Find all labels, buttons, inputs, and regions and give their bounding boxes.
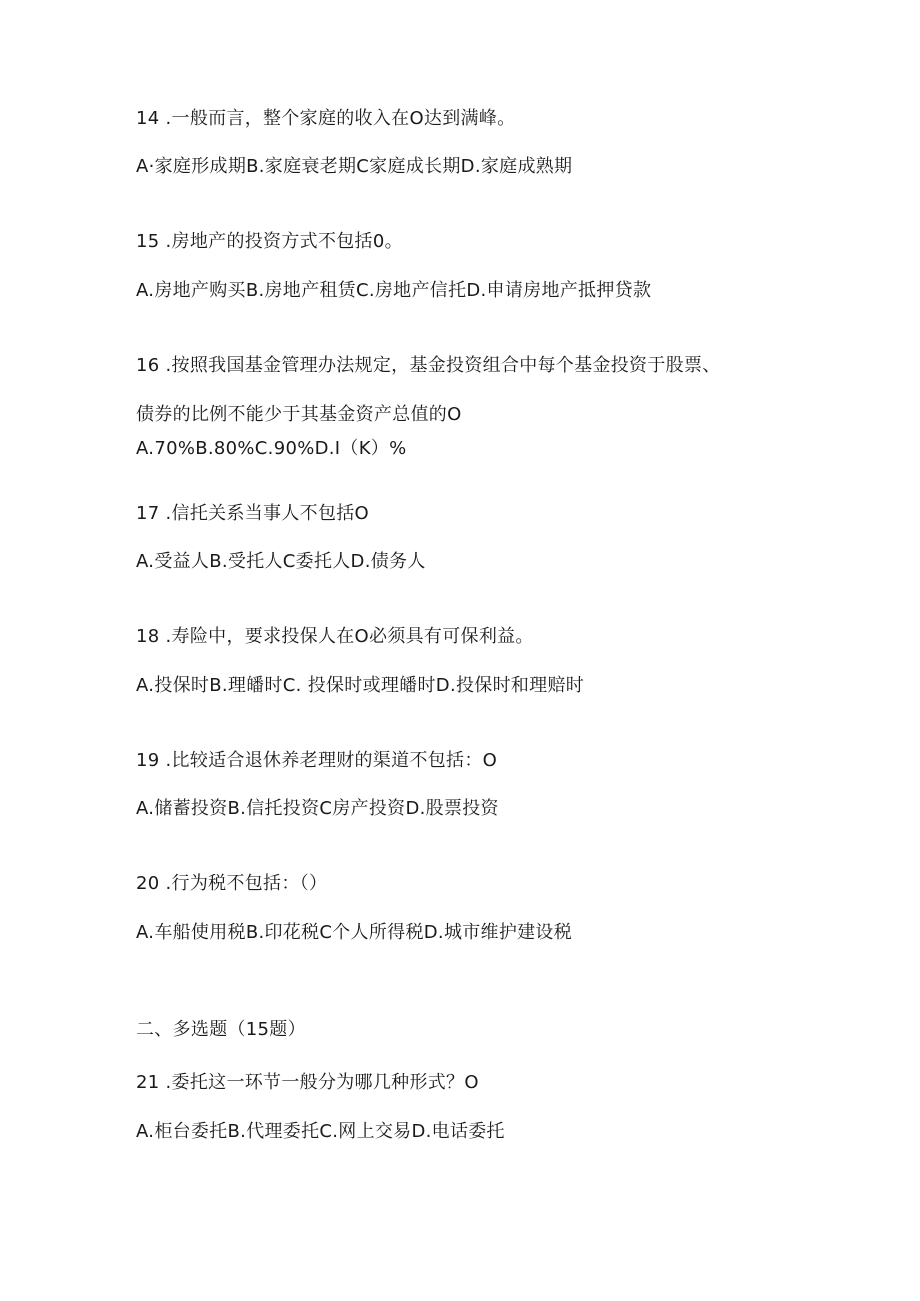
question-16-stem-line-1: 16 .按照我国基金管理办法规定，基金投资组合中每个基金投资于股票、 (136, 355, 721, 376)
question-16-options: A.70%B.80%C.90%D.I（K）% (136, 438, 407, 459)
question-20-stem: 20 .行为税不包括：（） (136, 873, 328, 894)
question-17-stem: 17 .信托关系当事人不包括O (136, 503, 370, 524)
question-18-stem: 18 .寿险中，要求投保人在O必须具有可保利益。 (136, 626, 534, 647)
question-15-stem: 15 .房地产的投资方式不包括0。 (136, 231, 403, 252)
question-21-stem: 21 .委托这一环节一般分为哪几种形式？O (136, 1072, 479, 1093)
question-20-options: A.车船使用税B.印花税C个人所得税D.城市维护建设税 (136, 922, 573, 943)
question-19-options: A.储蓄投资B.信托投资C房产投资D.股票投资 (136, 798, 499, 819)
section-heading-multiple-choice: 二、多选题（15题） (136, 1019, 306, 1040)
question-17-options: A.受益人B.受托人C委托人D.债务人 (136, 551, 426, 572)
question-19-stem: 19 .比较适合退休养老理财的渠道不包括：O (136, 750, 498, 771)
question-21-options: A.柜台委托B.代理委托C.网上交易D.电话委托 (136, 1121, 505, 1142)
question-14-stem: 14 .一般而言，整个家庭的收入在O达到满峰。 (136, 108, 516, 129)
question-18-options: A.投保时B.理皤时C. 投保时或理皤时D.投保时和理赔时 (136, 675, 585, 696)
question-15-options: A.房地产购买B.房地产租赁C.房地产信托D.申请房地产抵押贷款 (136, 280, 652, 301)
question-14-options: A·家庭形成期B.家庭衰老期C家庭成长期D.家庭成熟期 (136, 156, 573, 177)
question-16-stem-line-2: 债券的比例不能少于其基金资产总值的O (136, 404, 462, 425)
